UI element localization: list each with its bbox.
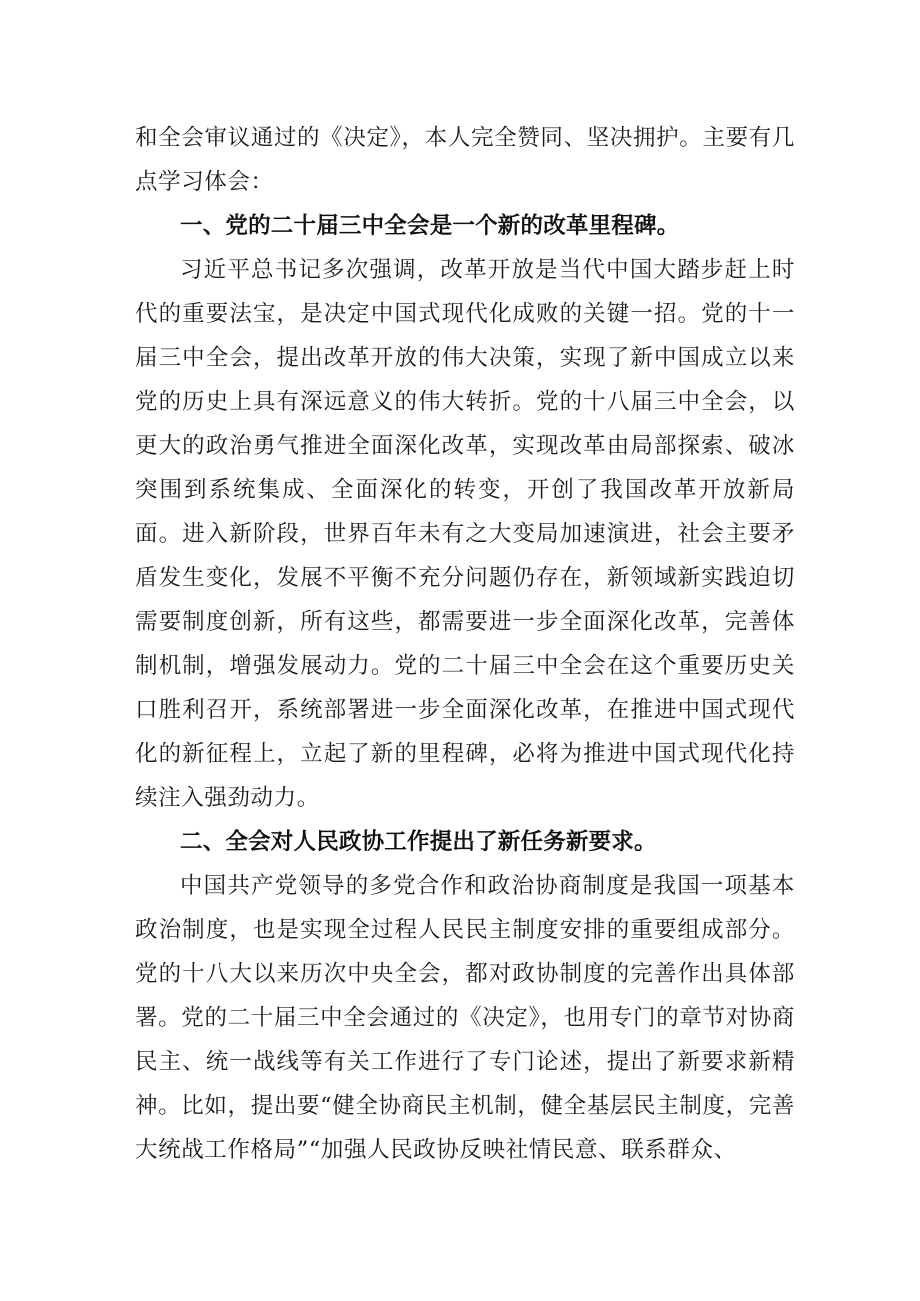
section-heading-2: 二、全会对人民政协工作提出了新任务新要求。 bbox=[180, 829, 657, 855]
paragraph-continuation: 和全会审议通过的《决定》，本人完全赞同、坚决拥护。主要有几点学习体会： bbox=[135, 125, 795, 195]
document-body bbox=[135, 116, 795, 1172]
paragraph-reform-history: 习近平总书记多次强调，改革开放是当代中国大踏步赶上时代的重要法宝，是决定中国式现代化成败的关键一招。党的十一届三中全会，提出改革开放的伟大决策，实现了新中国成立以来党的历史上具有深远意义的伟大转折。党的十八届三中全会，以更大的政治勇气推进全面深化改革，实现改革由局部探索、破冰突围到系统集成、全面深化的转变，开创了我国改革开放新局面。进入新阶段，世界百年未有之大变局加速演进，社会主要矛盾发生变化，发展不平衡不充分问题仍存在，新领域新实践迫切需要制度创新，所有这些，都需要进一步全面深化改革，完善体制机制，增强发展动力。党的二十届三中全会在这个重要历史关口胜利召开，系统部署进一步全面深化改革，在推进中国式现代化的新征程上，立起了新的里程碑，必将为推进中国式现代化持续注入强劲动力。 bbox=[135, 257, 795, 811]
section-heading-1: 一、党的二十届三中全会是一个新的改革里程碑。 bbox=[180, 213, 680, 239]
paragraph-cppcc-system: 中国共产党领导的多党合作和政治协商制度是我国一项基本政治制度，也是实现全过程人民民主制度安排的重要组成部分。党的十八大以来历次中央全会，都对政协制度的完善作出具体部署。党的二十届三中全会通过的《决定》，也用专门的章节对协商民主、统一战线等有关工作进行了专门论述，提出了新要求新精神。比如，提出要“健全协商民主机制，健全基层民主制度，完善大统战工作格局”“加强人民政协反映社情民意、联系群众、 bbox=[135, 873, 795, 1163]
